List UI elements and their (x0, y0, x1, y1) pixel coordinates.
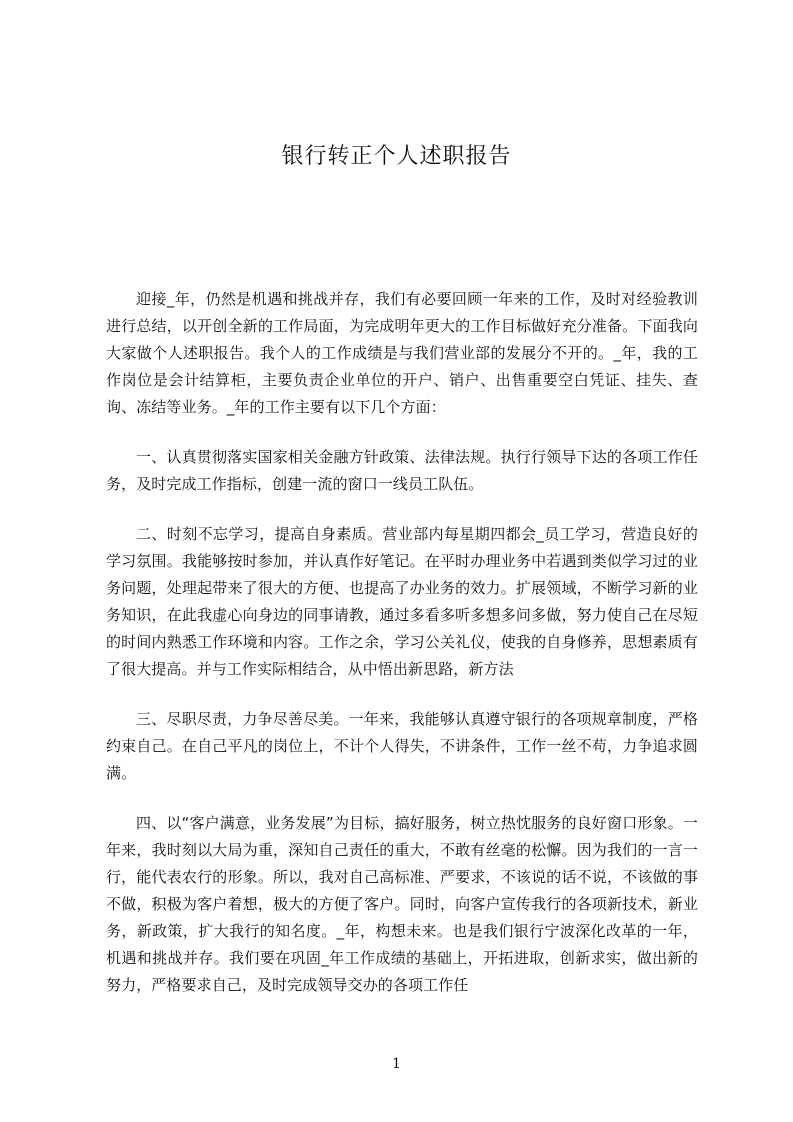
document-body (106, 286, 698, 1022)
paragraph-section-4: 四、以“客户满意，业务发展”为目标，搞好服务，树立热忱服务的良好窗口形象。一年来，我时刻以大局为重，深知自己责任的重大，不敢有丝毫的松懈。因为我们的一言一行，能代表农行的形象。所以，我对自己高标准、严要求，不该说的话不说，不该做的事不做，积极为客户着想，极大的方便了客户。同时，向客户宣传我行的各项新技术，新业务，新政策，扩大我行的知名度。_年，构想未来。也是我们银行宁波深化改革的一年，机遇和挑战并存。我们要在巩固_年工作成绩的基础上，开拓进取，创新求实，做出新的努力，严格要求自己，及时完成领导交办的各项工作任 (106, 814, 698, 994)
paragraph-intro: 迎接_年，仍然是机遇和挑战并存，我们有必要回顾一年来的工作，及时对经验教训进行总结，以开创全新的工作局面，为完成明年更大的工作目标做好充分准备。下面我向大家做个人述职报告。我个人的工作成绩是与我们营业部的发展分不开的。_年，我的工作岗位是会计结算柜，主要负责企业单位的开户、销户、出售重要空白凭证、挂失、查询、冻结等业务。_年的工作主要有以下几个方面： (106, 290, 698, 416)
page-number: 1 (392, 1056, 401, 1072)
paragraph-section-3: 三、尽职尽责，力争尽善尽美。一年来，我能够认真遵守银行的各项规章制度，严格约束自己。在自己平凡的岗位上，不计个人得失，不讲条件，工作一丝不苟，力争追求圆满。 (106, 710, 698, 782)
paragraph-section-2: 二、时刻不忘学习，提高自身素质。营业部内每星期四都会_员工学习，营造良好的学习氛围。我能够按时参加，并认真作好笔记。在平时办理业务中若遇到类似学习过的业务问题，处理起带来了很大的方便、也提高了办业务的效力。扩展领域，不断学习新的业务知识，在此我虚心向身边的同事请教，通过多看多听多想多问多做，努力使自己在尽短的时间内熟悉工作环境和内容。工作之余，学习公关礼仪，使我的自身修养，思想素质有了很大提高。并与工作实际相结合，从中悟出新思路，新方法 (106, 525, 698, 678)
paragraph-section-1: 一、认真贯彻落实国家相关金融方针政策、法律法规。执行行领导下达的各项工作任务，及时完成工作指标，创建一流的窗口一线员工队伍。 (106, 448, 698, 493)
document-title: 银行转正个人述职报告 (281, 144, 512, 169)
